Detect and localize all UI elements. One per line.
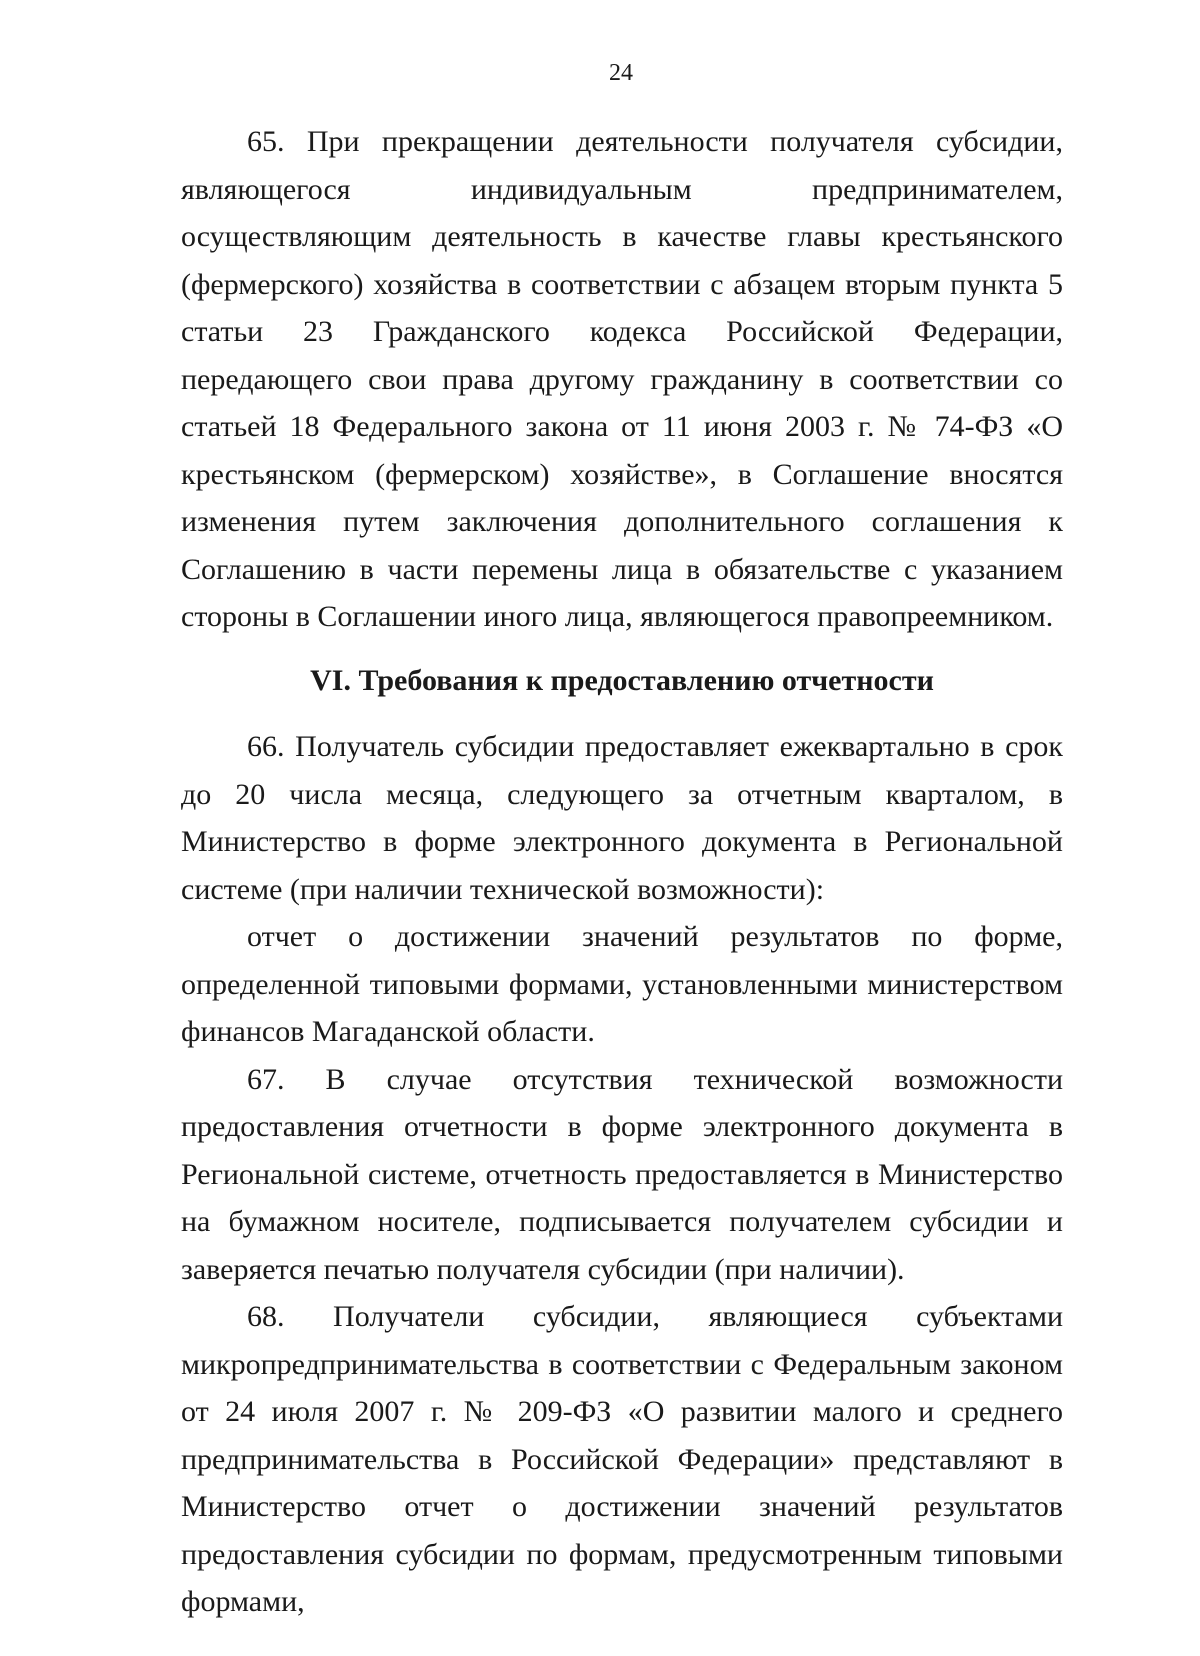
paragraph-66: 66. Получатель субсидии предоставляет ежеквартально в срок до 20 числа месяца, следующего за отчетным кварталом, в Министерство в форме электронного документа в Региональной системе (при наличии технической возможности): — [181, 730, 1063, 906]
page-number: 24 — [609, 60, 633, 86]
paragraph-65: 65. При прекращении деятельности получателя субсидии, являющегося индивидуальным предпринимателем, осуществляющим деятельность в качестве главы крестьянского (фермерского) хозяйства в соответствии с абзацем вторым пункта 5 статьи 23 Гражданского кодекса Российской Федерации, передающего свои права другому гражданину в соответствии со статьей 18 Федерального закона от 11 июня 2003 г. № 74-ФЗ «О крестьянском (фермерском) хозяйстве», в Соглашение вносятся изменения путем заключения дополнительного соглашения к Соглашению в части перемены лица в обязательстве с указанием стороны в Соглашении иного лица, являющегося правопреемником. — [181, 125, 1063, 633]
paragraph-68: 68. Получатели субсидии, являющиеся субъектами микропредпринимательства в соответствии с Федеральным законом от 24 июля 2007 г. № 209-ФЗ «О развитии малого и среднего предпринимательства в Российской Федерации» представляют в Министерство отчет о достижении значений результатов предоставления субсидии по формам, предусмотренным типовыми формами, — [181, 1300, 1063, 1618]
section-heading: VI. Требования к предоставлению отчетности — [310, 663, 934, 697]
paragraph-67: 67. В случае отсутствия технической возможности предоставления отчетности в форме электронного документа в Региональной системе, отчетность предоставляется в Министерство на бумажном носителе, подписывается получателем субсидии и заверяется печатью получателя субсидии (при наличии). — [181, 1062, 1063, 1286]
paragraph-66-subitem: отчет о достижении значений результатов по форме, определенной типовыми формами, установленными министерством финансов Магаданской области. — [181, 920, 1063, 1048]
document-body — [181, 118, 1063, 1626]
